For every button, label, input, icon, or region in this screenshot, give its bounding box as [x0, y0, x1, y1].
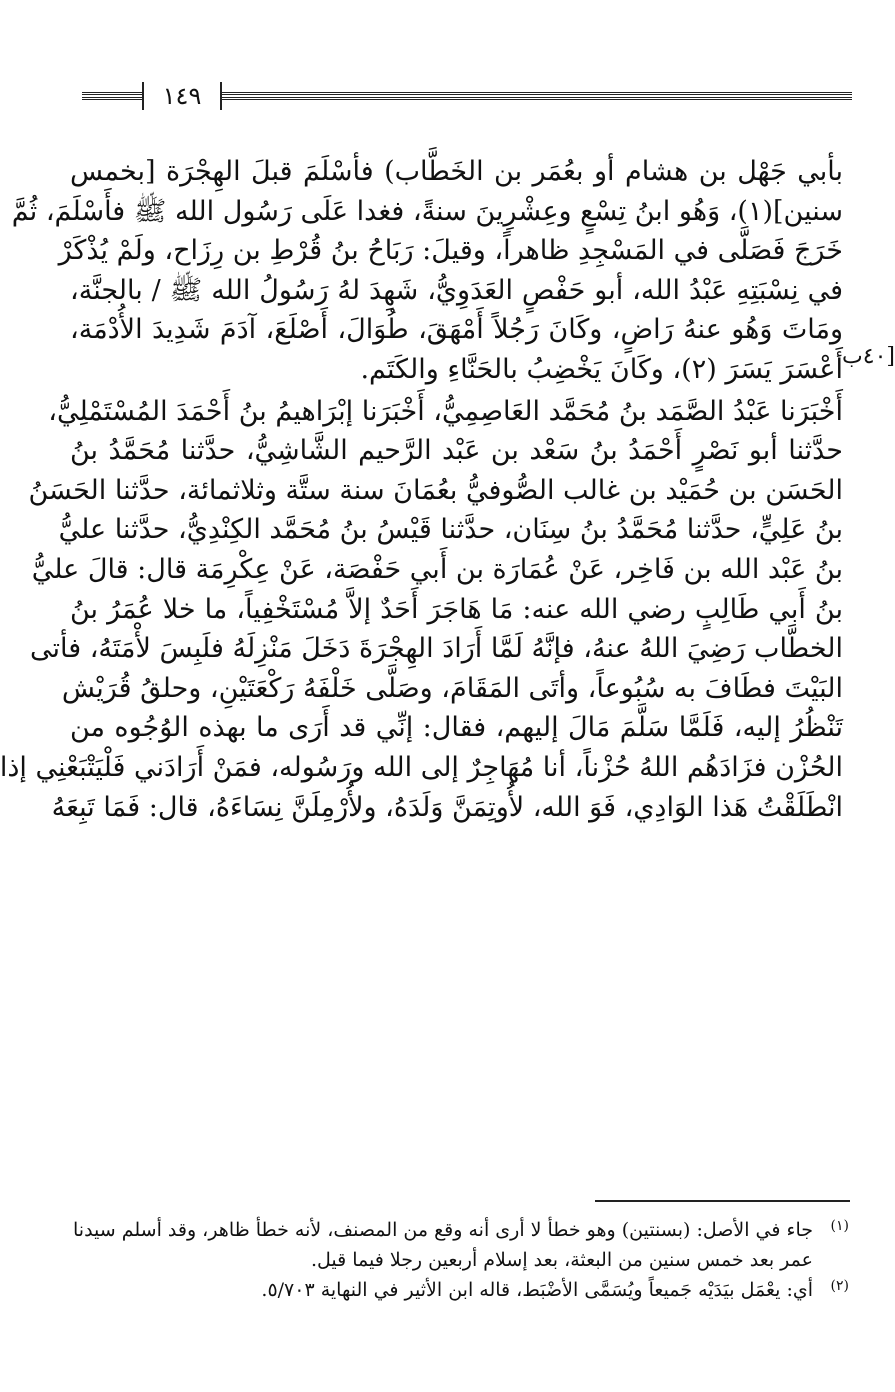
footnote-text: أي: يعْمَل بيَدَيْه جَميعاً ويُسَمَّى الأضْبَط، قاله ابن الأثير في النهاية ٥/٧٠٣.: [261, 1279, 813, 1301]
footnote-1: [49, 1215, 849, 1275]
text-line: الحَسَن بن حُمَيْد بن غالب الصُّوفيُّ بعُمَانَ سنة ستَّة وثلاثمائة، حدَّثنا الحَسَنُ: [28, 474, 843, 506]
header-rule-right: [222, 92, 852, 100]
text-line: الخطَّاب رَضِيَ اللهُ عنهُ، فإنَّهُ لَمَّا أَرَادَ الهِجْرَةَ دَخَلَ مَنْزِلَهُ فلَبِسَ لأْمَتَهُ، فأتى: [29, 633, 843, 665]
text-line: بنُ عَبْد الله بن فَاخِر، عَنْ عُمَارَة بن أَبي حَفْصَة، عَنْ عِكْرِمَة قال: قالَ عليُّ: [31, 553, 843, 585]
text-line: أَخْبَرَنا عَبْدُ الصَّمَد بنُ مُحَمَّد العَاصِمِيُّ، أَخْبَرَنا إبْرَاهيمُ بنُ أَحْمَدَ المُسْتَمْلِيُّ،: [48, 395, 843, 427]
text-line: في نِسْبَتِهِ عَبْدُ الله، أبو حَفْصٍ العَدَوِيُّ، شَهِدَ لهُ رَسُولُ الله ﷺ / بالجنَّة،: [70, 274, 843, 306]
text-line: سنين](١)، وَهُو ابنُ تِسْعٍ وعِشْرِينَ سنةً، فغدا عَلَى رَسُول الله ﷺ فأَسْلَمَ، ثُمَّ: [11, 195, 843, 227]
page-header: [82, 80, 852, 112]
text-line: حدَّثنا أبو نَصْرٍ أَحْمَدُ بنُ سَعْد بن عَبْد الرَّحيم الشَّاشِيُّ، حدَّثنا مُحَمَّدُ بنُ: [70, 435, 843, 467]
footnote-text: عمر بعد خمس سنين من البعثة، بعد إسلام أربعين رجلا فيما قيل.: [310, 1249, 813, 1271]
text-line: ومَاتَ وَهُو عنهُ رَاضٍ، وكَانَ رَجُلاً أَمْهَقَ، طُوَالَ، أَصْلَعَ، آدَمَ شَدِيدَ الأُدْمَة،: [70, 314, 843, 346]
text-line: أَعْسَرَ يَسَرَ (٢)، وكَانَ يَخْضِبُ بالحَنَّاءِ والكَتَم.: [360, 353, 843, 385]
text-line: تَنْظُرُ إليه، فَلَمَّا سَلَّمَ مَالَ إليهم، فقال: إنِّي قد أَرَى ما بهذه الوُجُوه من: [70, 712, 843, 744]
footnote-number: (٢): [830, 1278, 849, 1294]
main-text: [0, 150, 843, 827]
text-line: بنُ عَلِيٍّ، حدَّثنا مُحَمَّدُ بنُ سِنَان، حدَّثنا قَيْسُ بنُ مُحَمَّد الكِنْدِيُّ، حدَّثنا عليُّ: [58, 514, 843, 546]
paragraph-biography: [11, 152, 843, 390]
footnote-2: [49, 1275, 849, 1305]
text-line: الحُزْن فزَادَهُم اللهُ حُزْناً، أنا مُهَاجِرٌ إلى الله ورَسُوله، فمَنْ أَرَادَني فَلْيَتْبَعْنِي إذا: [0, 751, 843, 783]
page-number: ١٤٩: [162, 82, 202, 110]
text-line: انْطَلَقْتُ هَذا الوَادِي، فَوَ الله، لأُوتِمَنَّ وَلَدَهُ، ولأُرْمِلَنَّ نِسَاءَهُ، قال: فَمَا تَبِعَهُ: [51, 791, 843, 823]
footnote-text: جاء في الأصل: (بسنتين) وهو خطأ لا أرى أنه وقع من المصنف، لأنه خطأ ظاهر، وقد أسلم سيدنا: [73, 1219, 813, 1241]
text-line: بأبي جَهْل بن هشام أو بعُمَر بن الخَطَّاب) فأسْلَمَ قبلَ الهِجْرَة [بخمس: [70, 156, 843, 187]
margin-folio-note: [٤٠ب: [842, 344, 895, 369]
paragraph-hadith: [0, 392, 843, 828]
text-line: بنُ أَبي طَالِبٍ رضي الله عنه: مَا هَاجَرَ أَحَدٌ إلاَّ مُسْتَخْفِياً، ما خلا عُمَرُ بنُ: [70, 593, 843, 625]
footnote-separator: [595, 1200, 850, 1202]
footnote-number: (١): [830, 1218, 849, 1234]
header-rule-left: [82, 92, 142, 100]
footnotes: [49, 1215, 849, 1305]
text-line: خَرَجَ فَصَلَّى في المَسْجِدِ ظاهراً، وقيلَ: رَبَاحُ بنُ قُرْطِ بن رِزَاح، ولَمْ يُذْكَرْ: [58, 235, 843, 267]
text-line: البَيْتَ فطَافَ به سُبُوعاً، وأتَى المَقَامَ، وصَلَّى خَلْفَهُ رَكْعَتَيْنِ، وحلقُ قُرَيْش: [61, 672, 843, 704]
